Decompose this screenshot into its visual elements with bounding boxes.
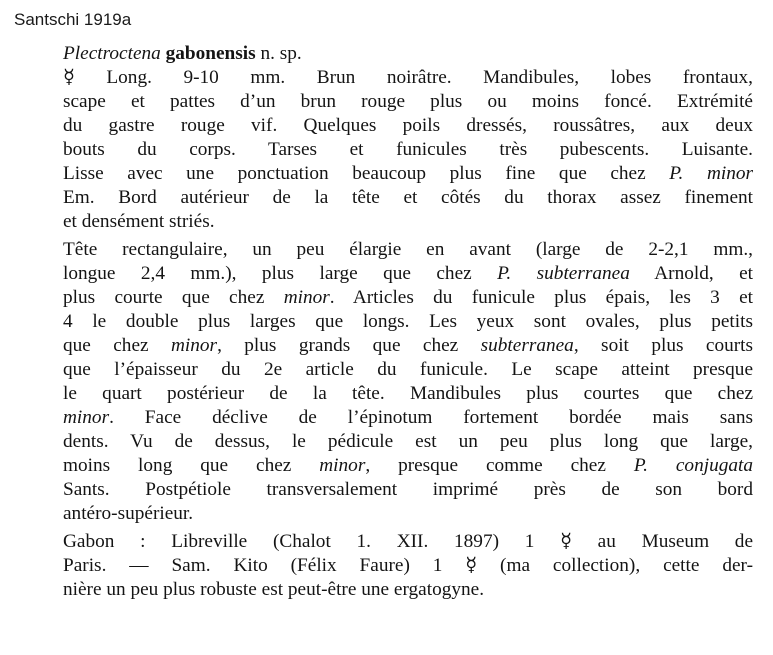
species-heading xyxy=(63,42,753,66)
text-line xyxy=(63,478,753,502)
text-run: et densément striés. xyxy=(63,211,215,232)
genus-name: Plectroctena xyxy=(63,43,161,64)
text-run: Arnold, et xyxy=(629,263,754,284)
text-run: Paris. — Sam. Kito (Félix Faure) 1 ☿ (ma collection), cette der- xyxy=(63,555,753,576)
text-line xyxy=(63,66,753,90)
text-line xyxy=(63,310,753,334)
italic-text: minor xyxy=(283,287,330,308)
text-run: , soit plus courts xyxy=(573,335,754,356)
text-line xyxy=(63,578,753,602)
text-line xyxy=(63,286,753,310)
text-run: Gabon : Libreville (Chalot 1. XII. 1897) 1 ☿ au Museum de xyxy=(63,531,753,552)
italic-text: minor xyxy=(63,407,110,428)
text-run: nière un peu plus robuste est peut-être une ergatogyne. xyxy=(63,579,485,600)
text-line xyxy=(63,430,753,454)
italic-text: minor xyxy=(319,455,366,476)
paragraph xyxy=(63,66,753,234)
text-line xyxy=(63,162,753,186)
text-line xyxy=(63,186,753,210)
italic-text: subterranea xyxy=(480,335,574,356)
text-line xyxy=(63,454,753,478)
text-run: scape et pattes d’un brun rouge plus ou moins foncé. Extrémité xyxy=(63,91,753,112)
text-run: moins long que chez xyxy=(63,455,320,476)
text-line xyxy=(63,138,753,162)
text-run: le quart postérieur de la tête. Mandibules plus courtes que chez xyxy=(63,383,753,404)
text-line xyxy=(63,502,753,526)
text-run: , plus grands que chez xyxy=(217,335,481,356)
text-run: . Articles du funicule plus épais, les 3 et xyxy=(329,287,753,308)
text-line xyxy=(63,358,753,382)
text-run: Sants. Postpétiole transversalement imprimé près de son bord xyxy=(63,479,753,500)
text-line xyxy=(63,406,753,430)
paragraph xyxy=(63,234,753,526)
paragraph xyxy=(63,526,753,602)
text-run: antéro-supérieur. xyxy=(63,503,194,524)
italic-text: P. minor xyxy=(669,163,754,184)
text-run: longue 2,4 mm.), plus large que chez xyxy=(63,263,498,284)
italic-text: P. subterranea xyxy=(497,263,630,284)
text-line xyxy=(63,530,753,554)
text-run: que chez xyxy=(63,335,171,356)
text-line xyxy=(63,334,753,358)
taxon-status: n. sp. xyxy=(260,43,302,64)
text-line xyxy=(63,382,753,406)
text-line xyxy=(63,238,753,262)
text-run: Lisse avec une ponctuation beaucoup plus fine que chez xyxy=(63,163,670,184)
text-line xyxy=(63,554,753,578)
text-run: plus courte que chez xyxy=(63,287,284,308)
text-run: ☿ Long. 9-10 mm. Brun noirâtre. Mandibules, lobes frontaux, xyxy=(63,67,753,88)
text-line xyxy=(63,210,753,234)
text-run: du gastre rouge vif. Quelques poils dressés, roussâtres, aux deux xyxy=(63,115,753,136)
text-run: Tête rectangulaire, un peu élargie en avant (large de 2-2,1 mm., xyxy=(63,239,753,260)
text-run: que l’épaisseur du 2e article du funicule. Le scape atteint presque xyxy=(63,359,753,380)
text-run: , presque comme chez xyxy=(365,455,634,476)
source-label: Santschi 1919a xyxy=(14,10,132,29)
text-run: . Face déclive de l’épinotum fortement bordée mais sans xyxy=(109,407,753,428)
text-run: Em. Bord autérieur de la tête et côtés du thorax assez finement xyxy=(63,187,753,208)
species-name: gabonensis xyxy=(165,43,256,64)
text-line xyxy=(63,114,753,138)
species-description xyxy=(63,42,753,602)
italic-text: minor xyxy=(170,335,218,356)
text-run: dents. Vu de dessus, le pédicule est un peu plus long que large, xyxy=(63,431,753,452)
text-run: bouts du corps. Tarses et funicules très pubescents. Luisante. xyxy=(63,139,753,160)
text-line xyxy=(63,262,753,286)
description-paragraphs xyxy=(63,66,753,602)
text-run: 4 le double plus larges que longs. Les yeux sont ovales, plus petits xyxy=(63,311,753,332)
italic-text: P. conjugata xyxy=(633,455,753,476)
text-line xyxy=(63,90,753,114)
